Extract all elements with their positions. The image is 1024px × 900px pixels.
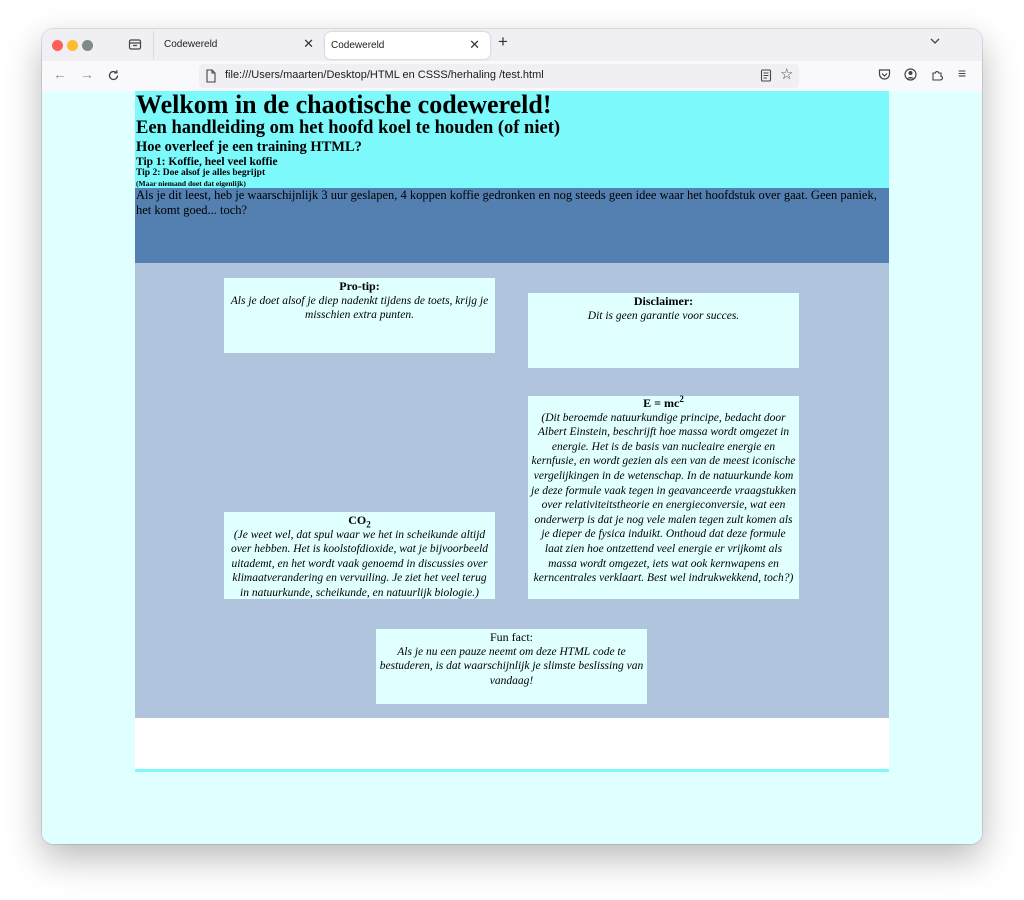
card-title: Pro-tip: <box>339 279 380 293</box>
reader-view-icon[interactable] <box>760 69 772 82</box>
chevron-down-icon[interactable] <box>929 35 941 47</box>
tab-list-icon[interactable] <box>128 37 142 51</box>
card-body: (Dit beroemde natuurkundige principe, bedacht door Albert Einstein, beschrijft hoe massa wordt omgezet in energie. Het is de basis van nucleaire energie en kernfusie, en wordt gezien als een van de meest iconische vergelijkingen in de wetenschap. In de natuurkunde kom je deze formule vaak tegen in geavanceerde vraagstukken over relativiteitstheorie en energieconversie, wat een onderwerp is dat je nog vele malen tegen zult komen als je dieper de fysica induikt. Onthoud dat deze formule laat zien hoe ontzettend veel energie er vrijkomt als massa wordt omgezet, iets wat ook kernwapens en kerncentrales verklaart. Best wel indrukwekkend, toch?) <box>531 411 796 585</box>
page-header <box>135 91 889 188</box>
close-tab-icon[interactable]: ✕ <box>469 37 480 52</box>
heading-5: Tip 2: Doe alsof je alles begrijpt <box>136 168 266 178</box>
account-icon[interactable] <box>904 68 917 81</box>
card-body: (Je weet wel, dat spul waar we het in scheikunde altijd over hebben. Het is koolstofdioxide, wat je bijvoorbeeld uitademt, en het wordt vaak genoemd in discussies over klimaatverandering en vervuiling. Je ziet het veel terug in natuurkunde, scheikunde, en natuurlijk biologie.) <box>230 528 489 599</box>
card-body: Dit is geen garantie voor succes. <box>587 309 740 322</box>
heading-4: Tip 1: Koffie, heel veel koffie <box>136 156 278 168</box>
tab-codewereld-1[interactable] <box>153 31 324 59</box>
card-title: Disclaimer: <box>633 294 694 308</box>
tab-codewereld-2[interactable] <box>325 32 490 59</box>
close-window-button[interactable] <box>52 40 63 51</box>
bookmark-star-icon[interactable]: ☆ <box>780 66 794 83</box>
forward-arrow-icon[interactable]: → <box>80 66 94 82</box>
formula-text: CO <box>348 513 367 527</box>
formula-superscript: 2 <box>679 394 684 404</box>
zoom-window-button[interactable] <box>82 40 93 51</box>
card-title <box>227 513 492 528</box>
reload-icon[interactable] <box>107 69 120 82</box>
tab-title: Codewereld <box>164 39 218 50</box>
browser-window <box>42 29 982 844</box>
intro-paragraph <box>135 188 889 263</box>
bottom-divider <box>135 769 889 772</box>
emc2-card <box>528 396 799 599</box>
page-icon <box>205 69 217 83</box>
new-tab-icon[interactable]: + <box>498 32 508 51</box>
nav-bar <box>42 61 982 92</box>
protip-card <box>224 278 495 353</box>
card-grid <box>135 263 889 718</box>
url-bar[interactable] <box>199 64 799 88</box>
page-viewport <box>42 91 982 844</box>
formula-text: E = mc <box>643 396 680 410</box>
card-title <box>531 396 796 411</box>
intro-text: Als je dit leest, heb je waarschijnlijk 3 uur geslapen, 4 koppen koffie gedronken en nog steeds geen idee waar het hoofdstuk over gaat. Geen paniek, het komt goed... toch? <box>136 188 877 217</box>
formula-subscript: 2 <box>366 519 371 530</box>
url-text: file:///Users/maarten/Desktop/HTML en CSSS/herhaling /test.html <box>225 69 544 81</box>
disclaimer-card <box>528 293 799 368</box>
close-tab-icon[interactable]: ✕ <box>303 36 314 51</box>
heading-6: (Maar niemand doet dat eigenlijk) <box>136 179 246 188</box>
heading-1: Welkom in de chaotische codewereld! <box>136 90 552 119</box>
pocket-icon[interactable] <box>878 68 891 81</box>
back-arrow-icon[interactable]: ← <box>53 66 67 82</box>
co2-card <box>224 512 495 599</box>
extensions-icon[interactable] <box>931 68 944 81</box>
tab-title: Codewereld <box>331 40 385 51</box>
minimize-window-button[interactable] <box>67 40 78 51</box>
heading-2: Een handleiding om het hoofd koel te houden (of niet) <box>136 118 561 138</box>
footer-band <box>135 718 889 769</box>
funfact-card <box>376 629 647 704</box>
card-body: Als je nu een pauze neemt om deze HTML code te bestuderen, is dat waarschijnlijk je slimste beslissing van vandaag! <box>379 645 644 687</box>
heading-3: Hoe overleef je een training HTML? <box>136 139 362 155</box>
tab-strip <box>42 29 982 61</box>
card-body: Als je doet alsof je diep nadenkt tijdens de toets, krijg je misschien extra punten. <box>230 294 489 322</box>
card-title: Fun fact: <box>490 630 533 644</box>
menu-icon[interactable]: ≡ <box>958 65 967 81</box>
page-container <box>135 91 889 772</box>
